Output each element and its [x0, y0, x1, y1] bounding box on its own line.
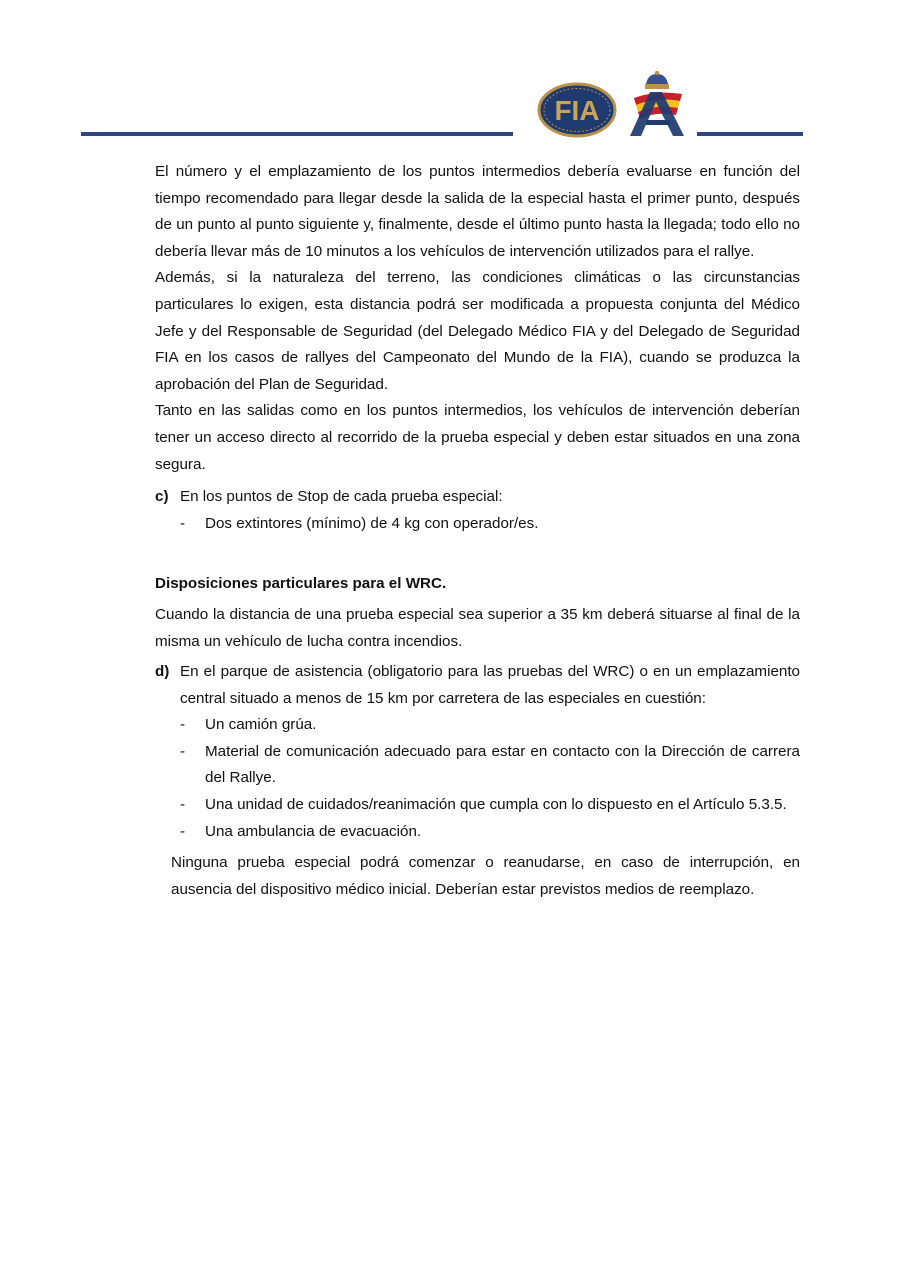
dash-marker: -: [180, 822, 186, 840]
closing-paragraph: Ninguna prueba especial podrá comenzar o reanudarse, en caso de interrupción, en ausencia del dispositivo médico inicial. Deberían estar previstos medios de reemplazo.: [171, 854, 800, 898]
document-body: [155, 159, 800, 903]
paragraph-access: Tanto en las salidas como en los puntos intermedios, los vehículos de intervención deberían tener un acceso directo al recorrido de la prueba especial y deben estar situados en una zona segura.: [155, 402, 800, 473]
item-c-bullets: [180, 511, 800, 538]
wrc-heading: Disposiciones particulares para el WRC.: [155, 575, 447, 593]
wrc-paragraph: Cuando la distancia de una prueba especial sea superior a 35 km deberá situarse al final de la misma un vehículo de lucha contra incendios.: [155, 605, 800, 650]
dash-marker: -: [180, 514, 186, 532]
dash-marker: -: [180, 796, 186, 814]
dash-marker: -: [180, 716, 186, 734]
item-c-text: En los puntos de Stop de cada prueba especial:: [180, 488, 503, 506]
header-rule-right: [697, 132, 803, 136]
paragraph-intermediate-points: El número y el emplazamiento de los puntos intermedios debería evaluarse en función del tiempo recomendado para llegar desde la salida de la especial hasta el primer punto, después de un punto al punto siguiente y, finalmente, desde el último punto hasta la llegada; todo ello no debería llevar más de 10 minutos a los vehículos de intervención utilizados para el rallye.: [155, 163, 800, 260]
bullet-item: - Un camión grúa.: [180, 712, 800, 739]
fia-logo: [537, 82, 617, 138]
item-letter-d: d): [155, 663, 170, 681]
list-item-d: [155, 659, 800, 845]
fia-logo-text: FIA: [554, 95, 600, 126]
dash-marker: -: [180, 742, 186, 760]
item-d-bullets: [180, 712, 800, 845]
rfeda-crown-a-logo: [626, 70, 688, 138]
bullet-item: - Una unidad de cuidados/reanimación que cumpla con lo dispuesto en el Artículo 5.3.5.: [180, 792, 800, 819]
crown-icon: [645, 71, 669, 89]
header-rule-left: [81, 132, 513, 136]
bullet-item: - Dos extintores (mínimo) de 4 kg con operador/es.: [180, 511, 800, 538]
paragraph-distance-modification: Además, si la naturaleza del terreno, las condiciones climáticas o las circunstancias particulares lo exigen, esta distancia podrá ser modificada a propuesta conjunta del Médico Jefe y del Responsable de Seguridad (del Delegado Médico FIA y del Delegado de Seguridad FIA en los casos de rallyes del Campeonato del Mundo de la FIA), cuando se produzca la aprobación del Plan de Seguridad.: [155, 269, 800, 393]
item-d-text: En el parque de asistencia (obligatorio para las pruebas del WRC) o en un emplazamiento central situado a menos de 15 km por carretera de las especiales en cuestión:: [180, 663, 800, 707]
bullet-item: - Material de comunicación adecuado para estar en contacto con la Dirección de carrera del Rallye.: [180, 739, 800, 792]
bullet-item: - Una ambulancia de evacuación.: [180, 819, 800, 846]
list-item-c: [155, 484, 800, 537]
item-letter-c: c): [155, 488, 169, 506]
